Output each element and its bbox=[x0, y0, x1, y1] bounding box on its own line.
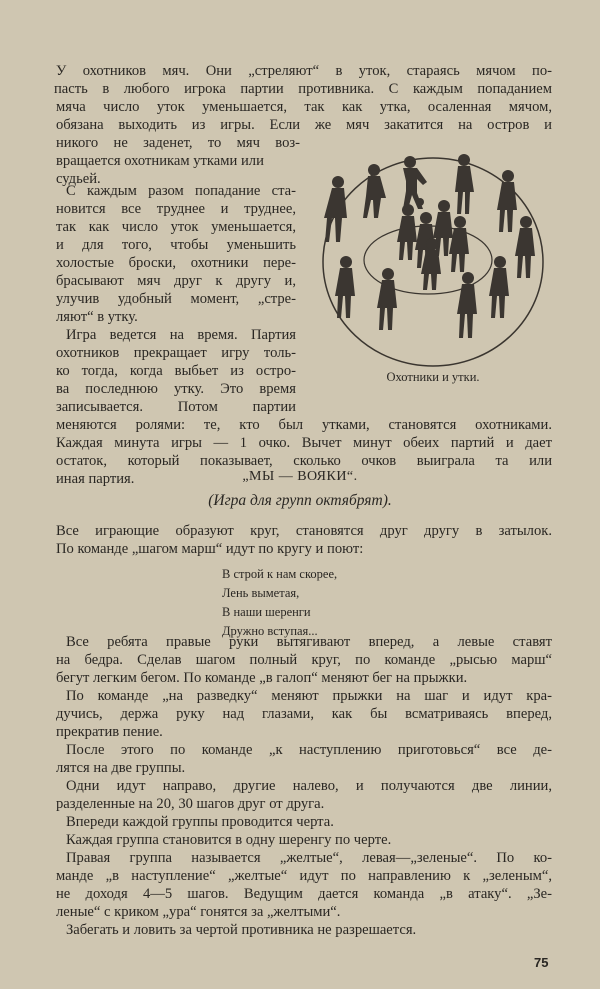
paragraph-8 bbox=[56, 921, 552, 939]
text-line: на бедра. Сделав шагом полный круг, по команде „рысью марш“ bbox=[56, 652, 552, 668]
text-line: мяча число уток уменьшается, так как утка, осаленная мячом, bbox=[56, 99, 552, 115]
text-line: вращается охотникам утками или bbox=[56, 153, 264, 169]
paragraph-5 bbox=[56, 813, 552, 831]
text-line: записывается. Потом партии bbox=[56, 399, 296, 415]
text-line: Забегать и ловить за чертой противника не разрешается. bbox=[66, 922, 417, 938]
text-line: леные“ с криком „ура“ гонятся за „желтыми“. bbox=[56, 904, 341, 920]
text-line: Каждая минута игры — 1 очко. Вычет минут обеих партий и дает bbox=[56, 435, 552, 451]
text-line: разделенные на 20, 30 шагов друг от друга. bbox=[56, 796, 325, 812]
paragraph-6 bbox=[56, 831, 552, 849]
paragraph-4 bbox=[56, 777, 552, 813]
song-lyrics bbox=[222, 565, 337, 641]
text-line: Впереди каждой группы проводится черта. bbox=[66, 814, 334, 830]
text-line: остаток, который показывает, сколько очков выиграла та или bbox=[56, 453, 552, 469]
text-line: Одни идут направо, другие налево, и получаются две линии, bbox=[66, 778, 552, 794]
text-line: прекратив пение. bbox=[56, 724, 163, 740]
text-line: ко тогда, когда выбьет из остро- bbox=[56, 363, 296, 379]
text-line: По команде „шагом марш“ идут по кругу и поют: bbox=[56, 541, 364, 557]
poem-line: В наши шеренги bbox=[222, 605, 311, 619]
text-block-3-narrow bbox=[56, 326, 296, 416]
text-line: С каждым разом попадание ста- bbox=[66, 183, 296, 199]
figure-caption: Охотники и утки. bbox=[386, 370, 480, 384]
text-line: судьей. bbox=[56, 171, 101, 187]
paragraph-7 bbox=[56, 849, 552, 921]
text-line: бегут легким бегом. По команде „в галоп“ меняют бег на прыжки. bbox=[56, 670, 468, 686]
paragraph-1 bbox=[56, 633, 552, 687]
text-line: ляют“ в утку. bbox=[56, 309, 138, 325]
text-line: обязана выходить из игры. Если же мяч закатится на остров и bbox=[56, 117, 552, 133]
text-line: После этого по команде „к наступлению приготовься“ все де- bbox=[66, 742, 552, 758]
text-line: не доходя 4—5 шагов. Ведущим дается команда „в атаку“. „Зе- bbox=[56, 886, 552, 902]
text-line: Правая группа называется „желтые“, левая—„зеленые“. По ко- bbox=[66, 850, 552, 866]
hunters-and-ducks-illustration bbox=[320, 152, 546, 374]
text-line: иная партия. bbox=[56, 471, 135, 487]
text-line: По команде „на разведку“ меняют прыжки на шаг и идут кра- bbox=[66, 688, 552, 704]
game-subtitle: (Игра для групп октябрят). bbox=[208, 492, 392, 509]
text-line: никого не заденет, то мяч воз- bbox=[56, 135, 300, 151]
poem-line: Лень выметая, bbox=[222, 586, 300, 600]
text-line: ва последнюю утку. Это время bbox=[56, 381, 296, 397]
text-block-4 bbox=[56, 522, 552, 558]
text-line: Все ребята правые руки вытягивают вперед, а левые ставят bbox=[66, 634, 552, 650]
text-line: дучись, держа руку над глазами, как бы всматриваясь вперед, bbox=[56, 706, 552, 722]
text-line: и для того, чтобы уменьшить bbox=[56, 237, 296, 253]
paragraph-3 bbox=[56, 741, 552, 777]
game-title: „МЫ — ВОЯКИ“. bbox=[242, 469, 358, 484]
text-block-1-narrow bbox=[56, 134, 300, 188]
text-line: брасывают мяч друг к другу и, bbox=[56, 273, 296, 289]
text-block-2 bbox=[56, 182, 296, 326]
poem-line: Дружно вступая... bbox=[222, 624, 318, 638]
text-line: улучив удобный момент, „стре- bbox=[56, 291, 296, 307]
text-line: Каждая группа становится в одну шеренгу по черте. bbox=[66, 832, 392, 848]
text-line: лятся на две группы. bbox=[56, 760, 186, 776]
page-number: 75 bbox=[534, 955, 549, 970]
text-line: Все играющие образуют круг, становятся друг другу в затылок. bbox=[56, 523, 552, 539]
text-block-1 bbox=[56, 62, 552, 134]
text-line: пасть в любого игрока партии противника. С каждым попаданием bbox=[54, 81, 552, 97]
text-line: У охотников мяч. Они „стреляют“ в уток, стараясь мячом по- bbox=[56, 63, 552, 79]
text-line: новится все труднее и труднее, bbox=[56, 201, 296, 217]
paragraph-2 bbox=[56, 687, 552, 741]
text-line: манде „в наступление“ „желтые“ идут по направлению к „зеленым“, bbox=[56, 868, 552, 884]
text-line: холостые броски, охотники пере- bbox=[56, 255, 296, 271]
text-line: так как число уток уменьшается, bbox=[56, 219, 296, 235]
text-line: Игра ведется на время. Партия bbox=[66, 327, 296, 343]
poem-line: В строй к нам скорее, bbox=[222, 567, 338, 581]
text-line: охотников прекращает игру толь- bbox=[56, 345, 296, 361]
text-line: меняются ролями: те, кто был утками, становятся охотниками. bbox=[56, 417, 552, 433]
